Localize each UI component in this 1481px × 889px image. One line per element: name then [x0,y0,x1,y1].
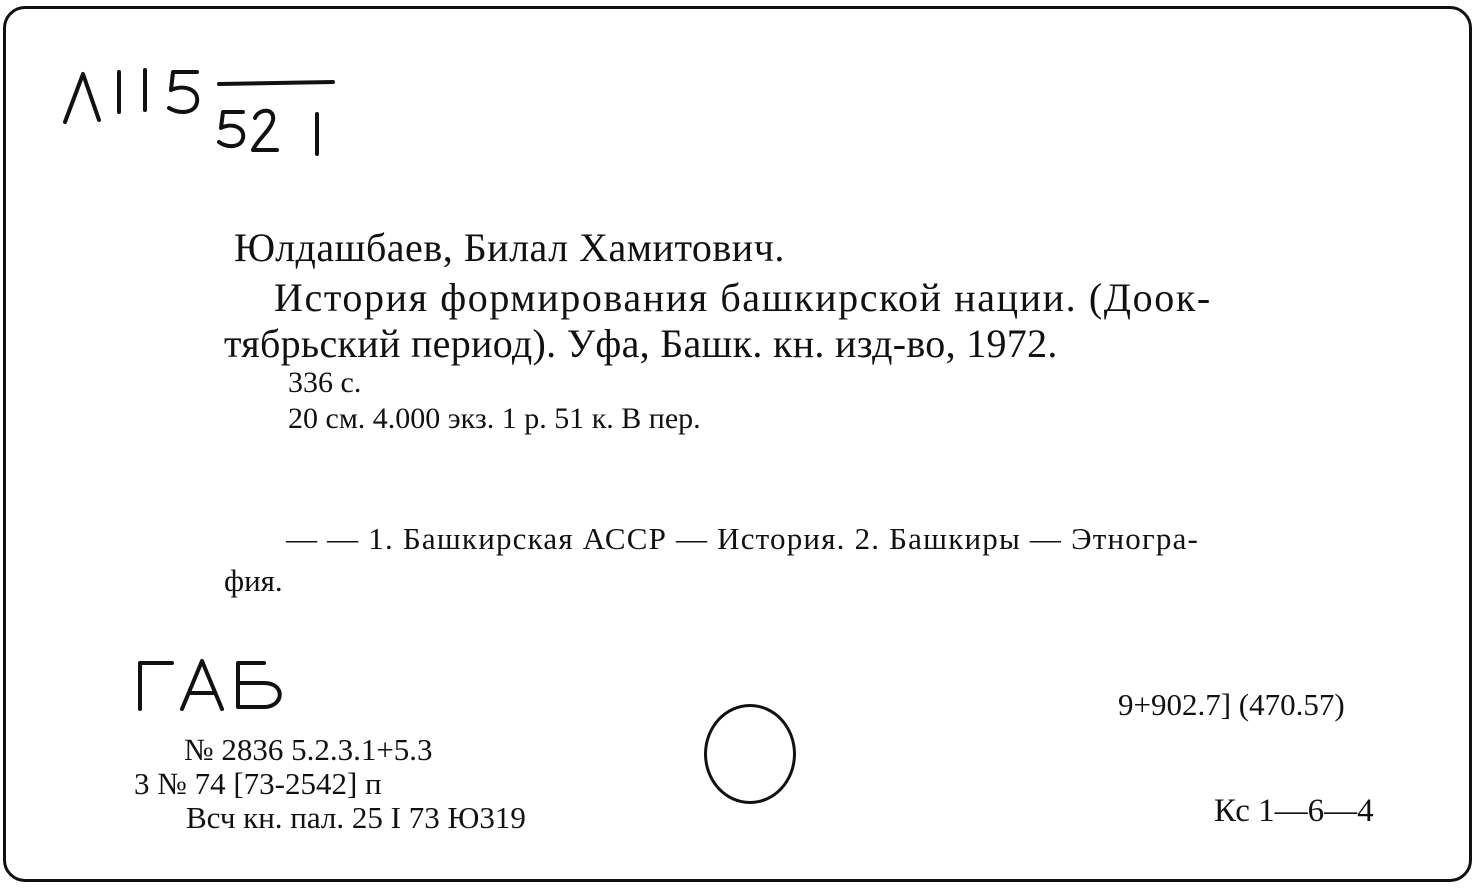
card-code: Кс 1—6—4 [1214,793,1374,829]
classification-index: 9+902.7] (470.57) [1118,687,1345,722]
handwritten-shelfmark [61,64,351,169]
book-chamber-line: Всч кн. пал. 25 I 73 Ю319 [186,800,526,835]
record-number: № 2836 5.2.3.1+5.3 [184,732,433,767]
handwritten-code [134,649,304,724]
handwritten-code-drawing [134,649,304,719]
page-count: 336 с. [288,366,362,399]
author-heading: Юлдашбаев, Билал Хамитович. [234,225,785,270]
title-line-2: тябрьский период). Уфа, Башк. кн. изд-во, 1972. [224,321,1058,366]
subject-headings-line-1: — — 1. Башкирская АССР — История. 2. Башкиры — Этногра- [286,521,1200,556]
shelfmark-drawing [61,64,351,164]
physical-description: 20 см. 4.000 экз. 1 р. 51 к. В пер. [288,402,701,435]
subject-headings-line-2: фия. [224,563,283,598]
order-number: 3 № 74 [73-2542] п [134,766,382,801]
card-hole [704,704,796,804]
title-line-1: История формирования башкирской нации. (Доок- [274,275,1212,320]
catalog-card [3,6,1472,882]
